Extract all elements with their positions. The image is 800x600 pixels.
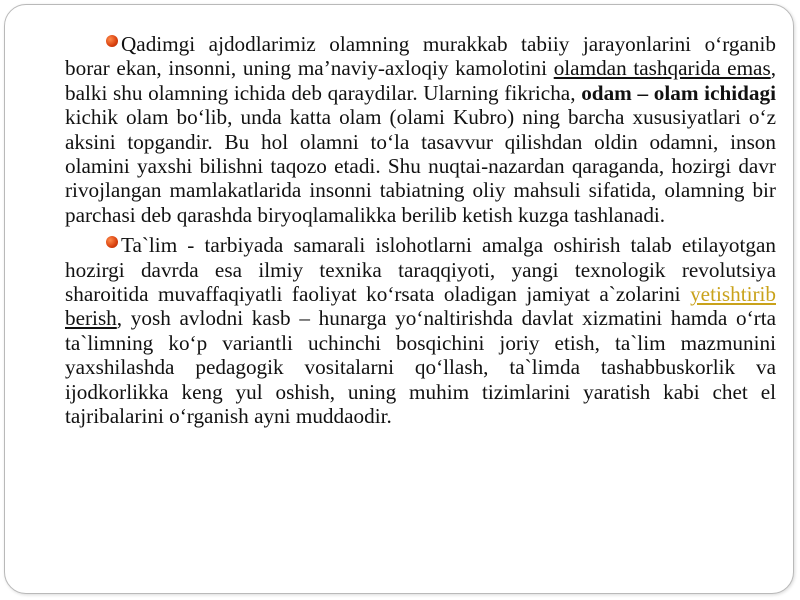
circle-bullet-icon	[106, 35, 118, 47]
paragraph-2-underlined-word: berish	[65, 306, 117, 331]
paragraph-1-text-3: kichik olam bo‘lib, unda katta olam (olami Kubro) ning barcha xususiyatlari o‘z aksini topgandir. Bu hol olamni to‘la tasavvur qilishdan oldin odamni, inson olamini yaxshi bilishni taqozo etadi. Shu nuqtai-nazardan qaraganda, hozirgi davr rivojlangan mamlakatlarida insonni tabiatning oliy mahsuli sifatida, olamning bir parchasi deb qarashda biryoqlamalikka berilib ketish kuzga tashlanadi.	[65, 105, 776, 227]
paragraph-2-text-1: Ta`lim - tarbiyada samarali islohotlarni amalga oshirish talab etilayotgan hozirgi davrda esa ilmiy texnika taraqqiyoti, yangi texnologik revolutsiya sharoitida muvaffaqiyatli faoliyat ko‘rsata oladigan jamiyat a`zolarini	[65, 233, 776, 307]
paragraph-2-text-2: , yosh avlodni kasb – hunarga yo‘naltirishda davlat xizmatini hamda o‘rta ta`limning ko‘p variantli uchinchi bosqichini joriy etish, ta`lim mazmunini yaxshilashda pedagogik vositalarni qo‘llash, ta`limda tashabbuskorlik va ijodkorlikka keng yul oshish, uning muhim tizimlarini yaratish kabi chet el tajribalarini o‘rganish ayni muddaodir.	[65, 306, 776, 429]
paragraph-1-text-1: Qadimgi ajdodlarimiz olamning murakkab tabiiy jarayonlarini o‘rganib borar ekan, insonni, uning ma’naviy-axloqiy kamolotini	[65, 32, 776, 81]
paragraph-1-underlined-phrase: olamdan tashqarida emas	[553, 56, 771, 81]
paragraph-2-highlighted-word: yetishtirib	[690, 282, 776, 307]
paragraph-1-bold-phrase: odam – olam ichidagi	[581, 80, 777, 105]
slide-content	[65, 32, 776, 435]
slide-frame	[4, 4, 794, 594]
paragraph-1-text-2: , balki shu olamning ichida deb qaraydilar. Ularning fikricha,	[65, 56, 776, 105]
paragraph-2	[65, 233, 776, 428]
circle-bullet-icon	[106, 236, 118, 248]
paragraph-1	[65, 32, 776, 227]
